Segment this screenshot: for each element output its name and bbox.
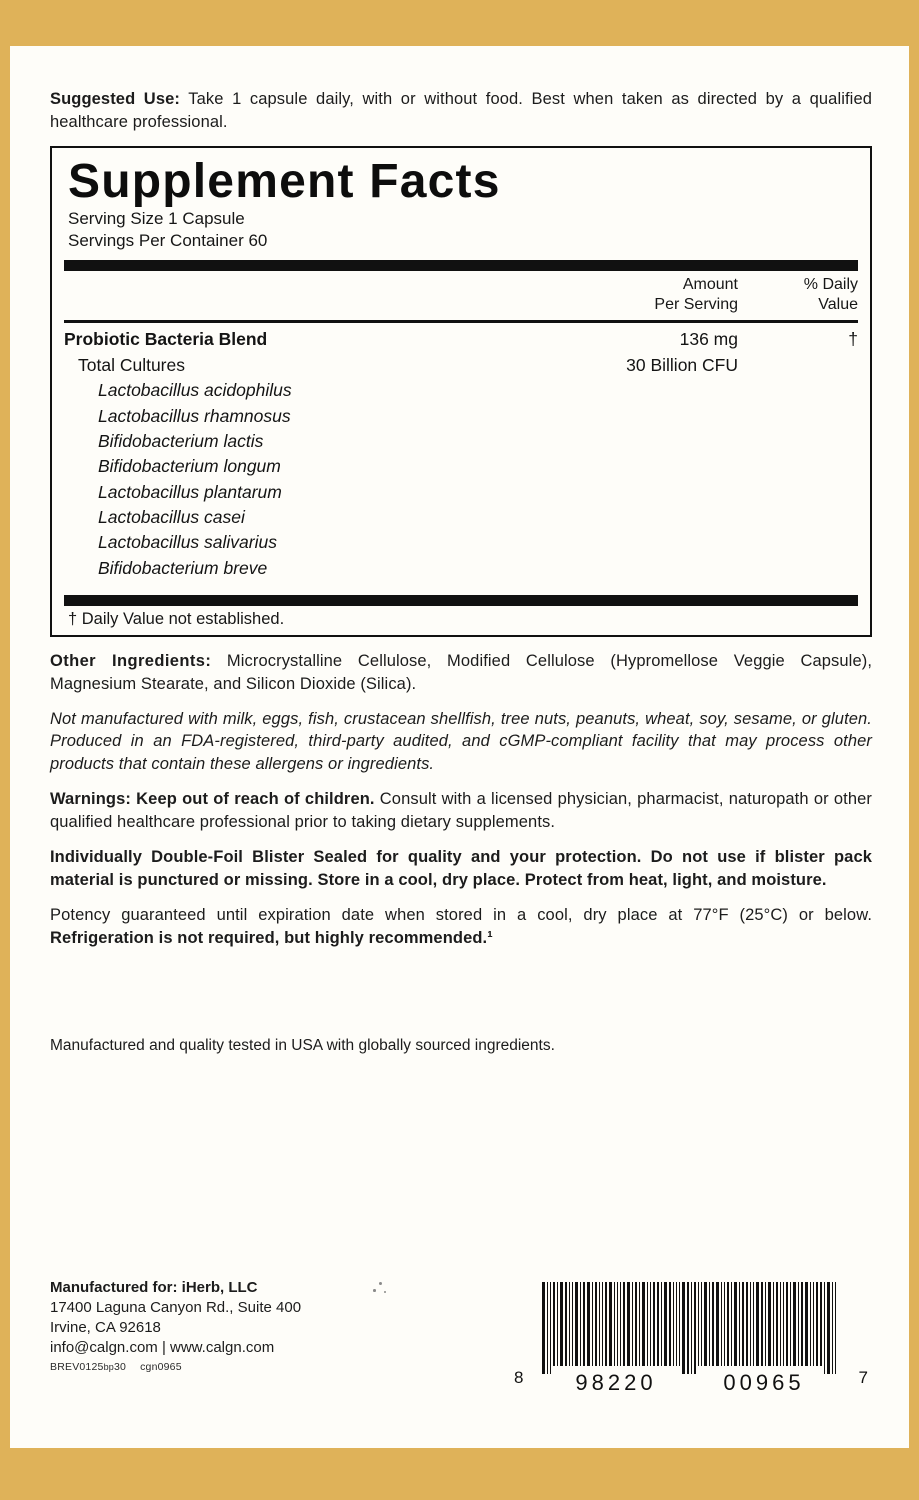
label-top-border	[0, 0, 919, 46]
ingredient-name: Lactobacillus plantarum	[98, 481, 282, 502]
label-bottom-border	[0, 1448, 919, 1500]
manufactured-in-usa-note: Manufactured and quality tested in USA with globally sourced ingredients.	[50, 1036, 555, 1054]
amount-per-serving-header	[568, 275, 738, 316]
warnings-text: Consult with a licensed physician, pharmacist, naturopath or other qualified healthcare professional prior to taking dietary supplements.	[50, 790, 873, 831]
allergen-statement: Not manufactured with milk, eggs, fish, crustacean shellfish, tree nuts, peanuts, wheat, soy, sesame, or gluten. Produced in an FDA-registered, third-party audited, and cGMP-compliant facility that may process other products that contain these allergens or ingredients.	[50, 710, 872, 773]
supplement-facts-row	[64, 429, 858, 454]
ingredient-amount: 30 Billion CFU	[626, 354, 738, 375]
ingredient-name: Bifidobacterium breve	[98, 557, 268, 578]
amount-header-line2: Per Serving	[654, 296, 738, 314]
supplement-facts-rule-thick-top	[64, 260, 858, 271]
label-content	[50, 88, 872, 1055]
supplement-facts-row	[64, 454, 858, 479]
blister-seal-statement: Individually Double-Foil Blister Sealed for quality and your protection. Do not use if blister pack material is punctured or missing. Store in a cool, dry place. Protect from heat, light, and moisture.	[50, 848, 872, 889]
supplement-facts-rule-bottom-group	[64, 595, 858, 606]
supplement-facts-row	[64, 530, 858, 555]
daily-value-footnote: † Daily Value not established.	[68, 610, 285, 629]
lot-code-main: BREV0125	[50, 1360, 104, 1373]
barcode-group-1: 98220	[575, 1370, 657, 1395]
lot-code-sub: bp	[103, 1361, 114, 1372]
barcode-right-digit: 7	[858, 1368, 868, 1387]
barcode-bars	[542, 1282, 838, 1374]
supplement-facts-title: Supplement Facts	[68, 154, 501, 208]
barcode-group-2: 00965	[723, 1370, 805, 1395]
ingredient-name: Total Cultures	[78, 354, 185, 375]
supplement-facts-row	[64, 556, 858, 581]
potency-statement	[50, 904, 872, 949]
dv-header-line1: % Daily	[803, 275, 858, 293]
lot-code-secondary: cgn0965	[140, 1360, 182, 1373]
supplement-facts-column-headers	[64, 271, 858, 320]
manufacturer-contact[interactable]: info@calgn.com | www.calgn.com	[50, 1338, 275, 1356]
lot-code	[50, 1361, 301, 1375]
supplement-facts-rule-thick-bottom	[64, 595, 858, 606]
warnings-paragraph	[50, 788, 872, 833]
manufacturer-address-block	[50, 1278, 301, 1375]
potency-text: Potency guaranteed until expiration date when stored in a cool, dry place at 77°F (25°C) or below.	[50, 906, 872, 925]
barcode	[506, 1282, 872, 1402]
ingredient-amount: 136 mg	[679, 329, 738, 350]
suggested-use-paragraph	[50, 88, 872, 134]
supplement-facts-row	[64, 327, 858, 352]
other-ingredients-paragraph	[50, 650, 872, 695]
ingredient-name: Probiotic Bacteria Blend	[64, 329, 268, 350]
suggested-use-text: Take 1 capsule daily, with or without food. Best when taken as directed by a qualified healthcare professional.	[50, 90, 872, 131]
manufacturer-address-line2: Irvine, CA 92618	[50, 1318, 161, 1336]
serving-size: Serving Size 1 Capsule	[68, 209, 245, 229]
manufacturer-address-line1: 17400 Laguna Canyon Rd., Suite 400	[50, 1298, 302, 1316]
supplement-facts-row	[64, 505, 858, 530]
supplement-facts-row	[64, 404, 858, 429]
refrigeration-text: Refrigeration is not required, but highly recommended.¹	[50, 928, 493, 947]
supplement-facts-panel	[50, 146, 872, 638]
ingredient-name: Lactobacillus casei	[98, 507, 245, 528]
lot-code-tail: 30	[113, 1360, 127, 1373]
ingredient-name: Lactobacillus acidophilus	[98, 380, 292, 401]
ingredient-name: Bifidobacterium longum	[98, 456, 281, 477]
ingredient-daily-value: †	[848, 329, 858, 350]
barcode-digit-groups	[542, 1370, 838, 1396]
amount-header-line1: Amount	[682, 275, 738, 293]
daily-value-header	[738, 275, 858, 316]
supplement-facts-row	[64, 480, 858, 505]
label-right-border	[909, 0, 919, 1500]
label-footer	[50, 1278, 872, 1408]
supplement-facts-row	[64, 378, 858, 403]
warnings-keepout-text: Keep out of reach of children.	[130, 790, 375, 809]
other-ingredients-label: Other Ingredients:	[50, 652, 212, 671]
ingredient-name: Lactobacillus rhamnosus	[98, 405, 291, 426]
ingredient-name: Lactobacillus salivarius	[98, 532, 277, 553]
barcode-left-digit: 8	[514, 1368, 524, 1387]
suggested-use-label: Suggested Use:	[50, 90, 180, 108]
paper-speck-mark	[372, 1282, 390, 1296]
ingredient-name: Bifidobacterium lactis	[98, 430, 264, 451]
manufacturer-company: Manufactured for: iHerb, LLC	[50, 1279, 258, 1296]
warnings-label: Warnings:	[50, 790, 131, 809]
supplement-facts-rows	[64, 323, 858, 587]
label-left-border	[0, 0, 10, 1500]
dv-header-line2: Value	[818, 296, 858, 314]
other-ingredients-text: Microcrystalline Cellulose, Modified Cellulose (Hypromellose Veggie Capsule), Magnesium Stearate, and Silicon Dioxide (Silica).	[50, 652, 873, 693]
supplement-facts-row	[64, 353, 858, 378]
servings-per-container: Servings Per Container 60	[68, 231, 268, 251]
